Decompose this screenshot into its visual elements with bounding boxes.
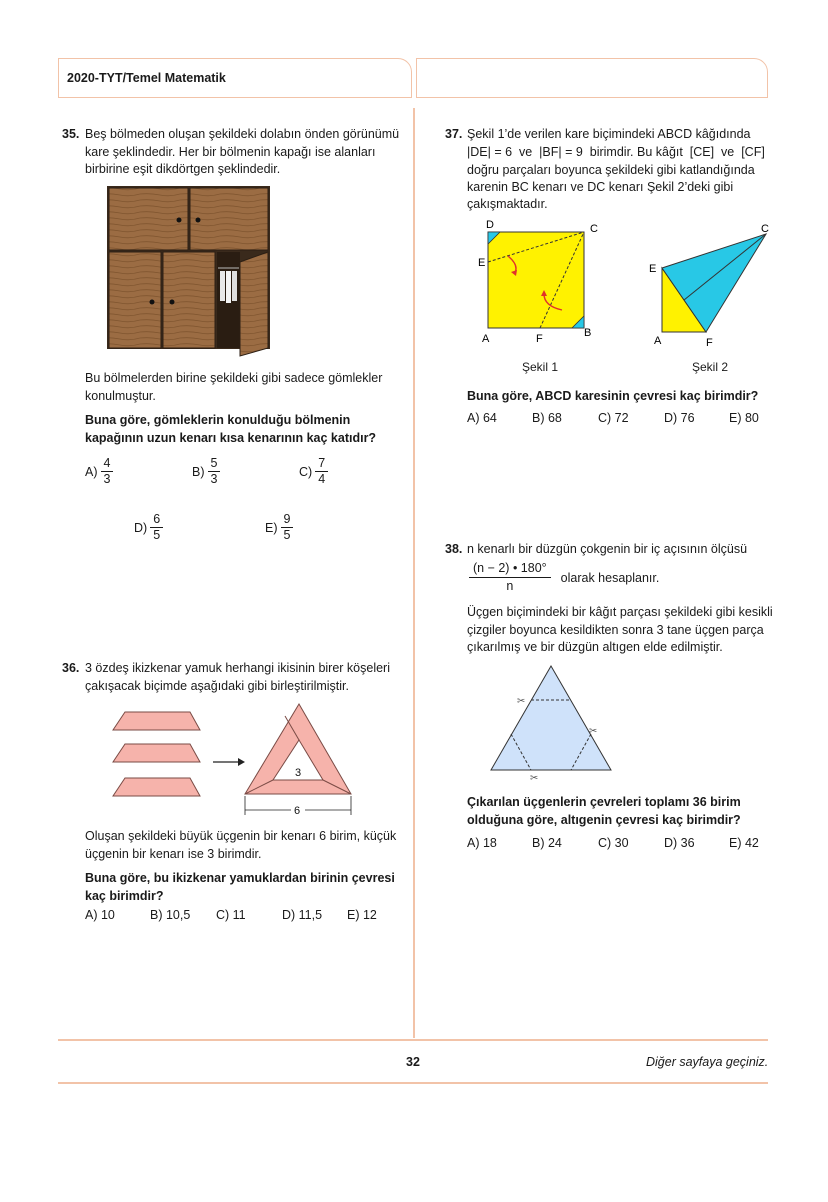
page-number: 32 — [406, 1055, 420, 1069]
q35-text: Beş bölmeden oluşan şekildeki dolabın önden görünümü kare şeklindedir. Her bir bölmenin kapağı ise alanları birbirine eşit dikdörtgen şeklindedir. — [85, 127, 400, 176]
formula-numerator: (n − 2) • 180° — [469, 560, 551, 578]
q35-question: Buna göre, gömleklerin konulduğu bölmenin kapağının uzun kenarı kısa kenarının kaç katıdır? — [85, 413, 377, 445]
svg-text:A: A — [482, 333, 490, 345]
q36-text2: Oluşan şekildeki büyük üçgenin bir kenarı 6 birim, küçük üçgenin bir kenarı ise 3 birimdir. — [85, 829, 397, 861]
cabinet-figure — [100, 180, 280, 360]
q37-choice-c[interactable]: C) 72 — [598, 411, 629, 425]
trapezoid-figure — [105, 700, 365, 825]
scissors-icon: ✂ — [530, 773, 539, 784]
fold-figure-2 — [648, 222, 778, 347]
square-abcd — [488, 232, 584, 328]
svg-text:C: C — [590, 223, 598, 235]
cabinet-top-right-door — [190, 188, 268, 250]
q37-line3: doğru parçaları boyunca şekildeki gibi katlandığında — [467, 163, 755, 177]
inner-label: 3 — [295, 767, 302, 779]
q38-choice-a[interactable]: A) 18 — [467, 836, 497, 850]
q35-choice-e[interactable]: E) 9 5 — [265, 512, 293, 543]
q37-choice-a[interactable]: A) 64 — [467, 411, 497, 425]
q35-choice-a[interactable]: A) 4 3 — [85, 456, 113, 487]
trapezoid-3 — [113, 778, 200, 796]
header-right-box — [416, 58, 768, 98]
q38-question: Çıkarılan üçgenlerin çevreleri toplamı 36 birim olduğuna göre, altıgenin çevresi kaç birimdir? — [467, 795, 741, 827]
hexagon-cut-figure — [484, 662, 619, 782]
scissors-icon: ✂ — [517, 696, 526, 707]
cabinet-top-left-door — [109, 188, 188, 250]
q36-question: Buna göre, bu ikizkenar yamuklardan birinin çevresi kaç birimdir? — [85, 871, 395, 903]
trapezoid-1 — [113, 712, 200, 730]
q35-text2: Bu bölmelerden birine şekildeki gibi sadece gömlekler konulmuştur. — [85, 371, 383, 403]
caption-figure-2: Şekil 2 — [692, 360, 729, 374]
q36-number: 36. — [62, 661, 80, 675]
svg-text:E: E — [478, 257, 486, 269]
svg-text:E: E — [649, 263, 657, 275]
q36-choice-e[interactable]: E) 12 — [347, 908, 377, 922]
svg-text:B: B — [584, 327, 592, 339]
caption-figure-1: Şekil 1 — [522, 360, 559, 374]
formula-suffix: olarak hesaplanır. — [560, 570, 660, 585]
svg-text:F: F — [706, 337, 713, 349]
q37-line4: karenin BC kenarı ve DC kenarı Şekil 2’deki gibi — [467, 180, 734, 194]
q35-number: 35. — [62, 127, 80, 141]
footer-top-line — [58, 1039, 768, 1041]
q37-choice-e[interactable]: E) 80 — [729, 411, 759, 425]
next-page-note: Diğer sayfaya geçiniz. — [646, 1055, 769, 1069]
q38-choice-e[interactable]: E) 42 — [729, 836, 759, 850]
q38-number: 38. — [445, 542, 463, 556]
q37-number: 37. — [445, 127, 463, 141]
footer-bottom-line — [58, 1082, 768, 1084]
q36-choice-c[interactable]: C) 11 — [216, 908, 246, 922]
q36-choice-d[interactable]: D) 11,5 — [282, 908, 323, 922]
column-divider — [413, 108, 415, 1038]
q37-choice-d[interactable]: D) 76 — [664, 411, 695, 425]
cabinet-open-door — [240, 252, 268, 356]
q37-line2: |DE| = 6 ve |BF| = 9 birimdir. Bu kâğıt [CE] ve [CF] — [467, 145, 765, 159]
q36-choice-a[interactable]: A) 10 — [85, 908, 115, 922]
q35-choice-b[interactable]: B) 5 3 — [192, 456, 220, 487]
header-title: 2020-TYT/Temel Matematik — [67, 71, 226, 85]
svg-text:A: A — [654, 335, 662, 347]
svg-text:F: F — [536, 333, 543, 345]
q38-choice-d[interactable]: D) 36 — [664, 836, 695, 850]
q37-line5: çakışmaktadır. — [467, 197, 548, 211]
fold-figure-1 — [478, 219, 608, 347]
q38-choice-b[interactable]: B) 24 — [532, 836, 562, 850]
q38-choice-c[interactable]: C) 30 — [598, 836, 629, 850]
q37-line1: Şekil 1’de verilen kare biçimindeki ABCD kâğıdında — [467, 127, 751, 141]
q36-choice-b[interactable]: B) 10,5 — [150, 908, 191, 922]
q38-text: n kenarlı bir düzgün çokgenin bir iç açısının ölçüsü — [467, 542, 748, 556]
arrow-head — [238, 758, 245, 766]
q37-question: Buna göre, ABCD karesinin çevresi kaç birimdir? — [467, 389, 759, 403]
header-left-box — [58, 58, 412, 98]
q38-text2: Üçgen biçimindeki bir kâğıt parçası şekildeki gibi kesikli çizgiler boyunca kesildikten sonra 3 tane üçgen parça çıkarılmış ve bir düzgün altıgen elde edilmiştir. — [467, 605, 773, 654]
scissors-icon: ✂ — [589, 726, 598, 737]
trapezoid-2 — [113, 744, 200, 762]
formula-denominator: n — [506, 579, 514, 593]
q36-text: 3 özdeş ikizkenar yamuk herhangi ikisinin birer köşeleri çakışacak biçimde aşağıdaki gibi birleştirilmiştir. — [85, 661, 390, 693]
q35-choice-c[interactable]: C) 7 4 — [299, 456, 328, 487]
outer-label: 6 — [294, 805, 301, 817]
blue-triangle — [491, 666, 611, 770]
svg-text:C: C — [761, 223, 769, 235]
q35-choice-d[interactable]: D) 6 5 — [134, 512, 163, 543]
q38-formula — [469, 560, 659, 595]
svg-text:D: D — [486, 219, 494, 231]
q37-choice-b[interactable]: B) 68 — [532, 411, 562, 425]
